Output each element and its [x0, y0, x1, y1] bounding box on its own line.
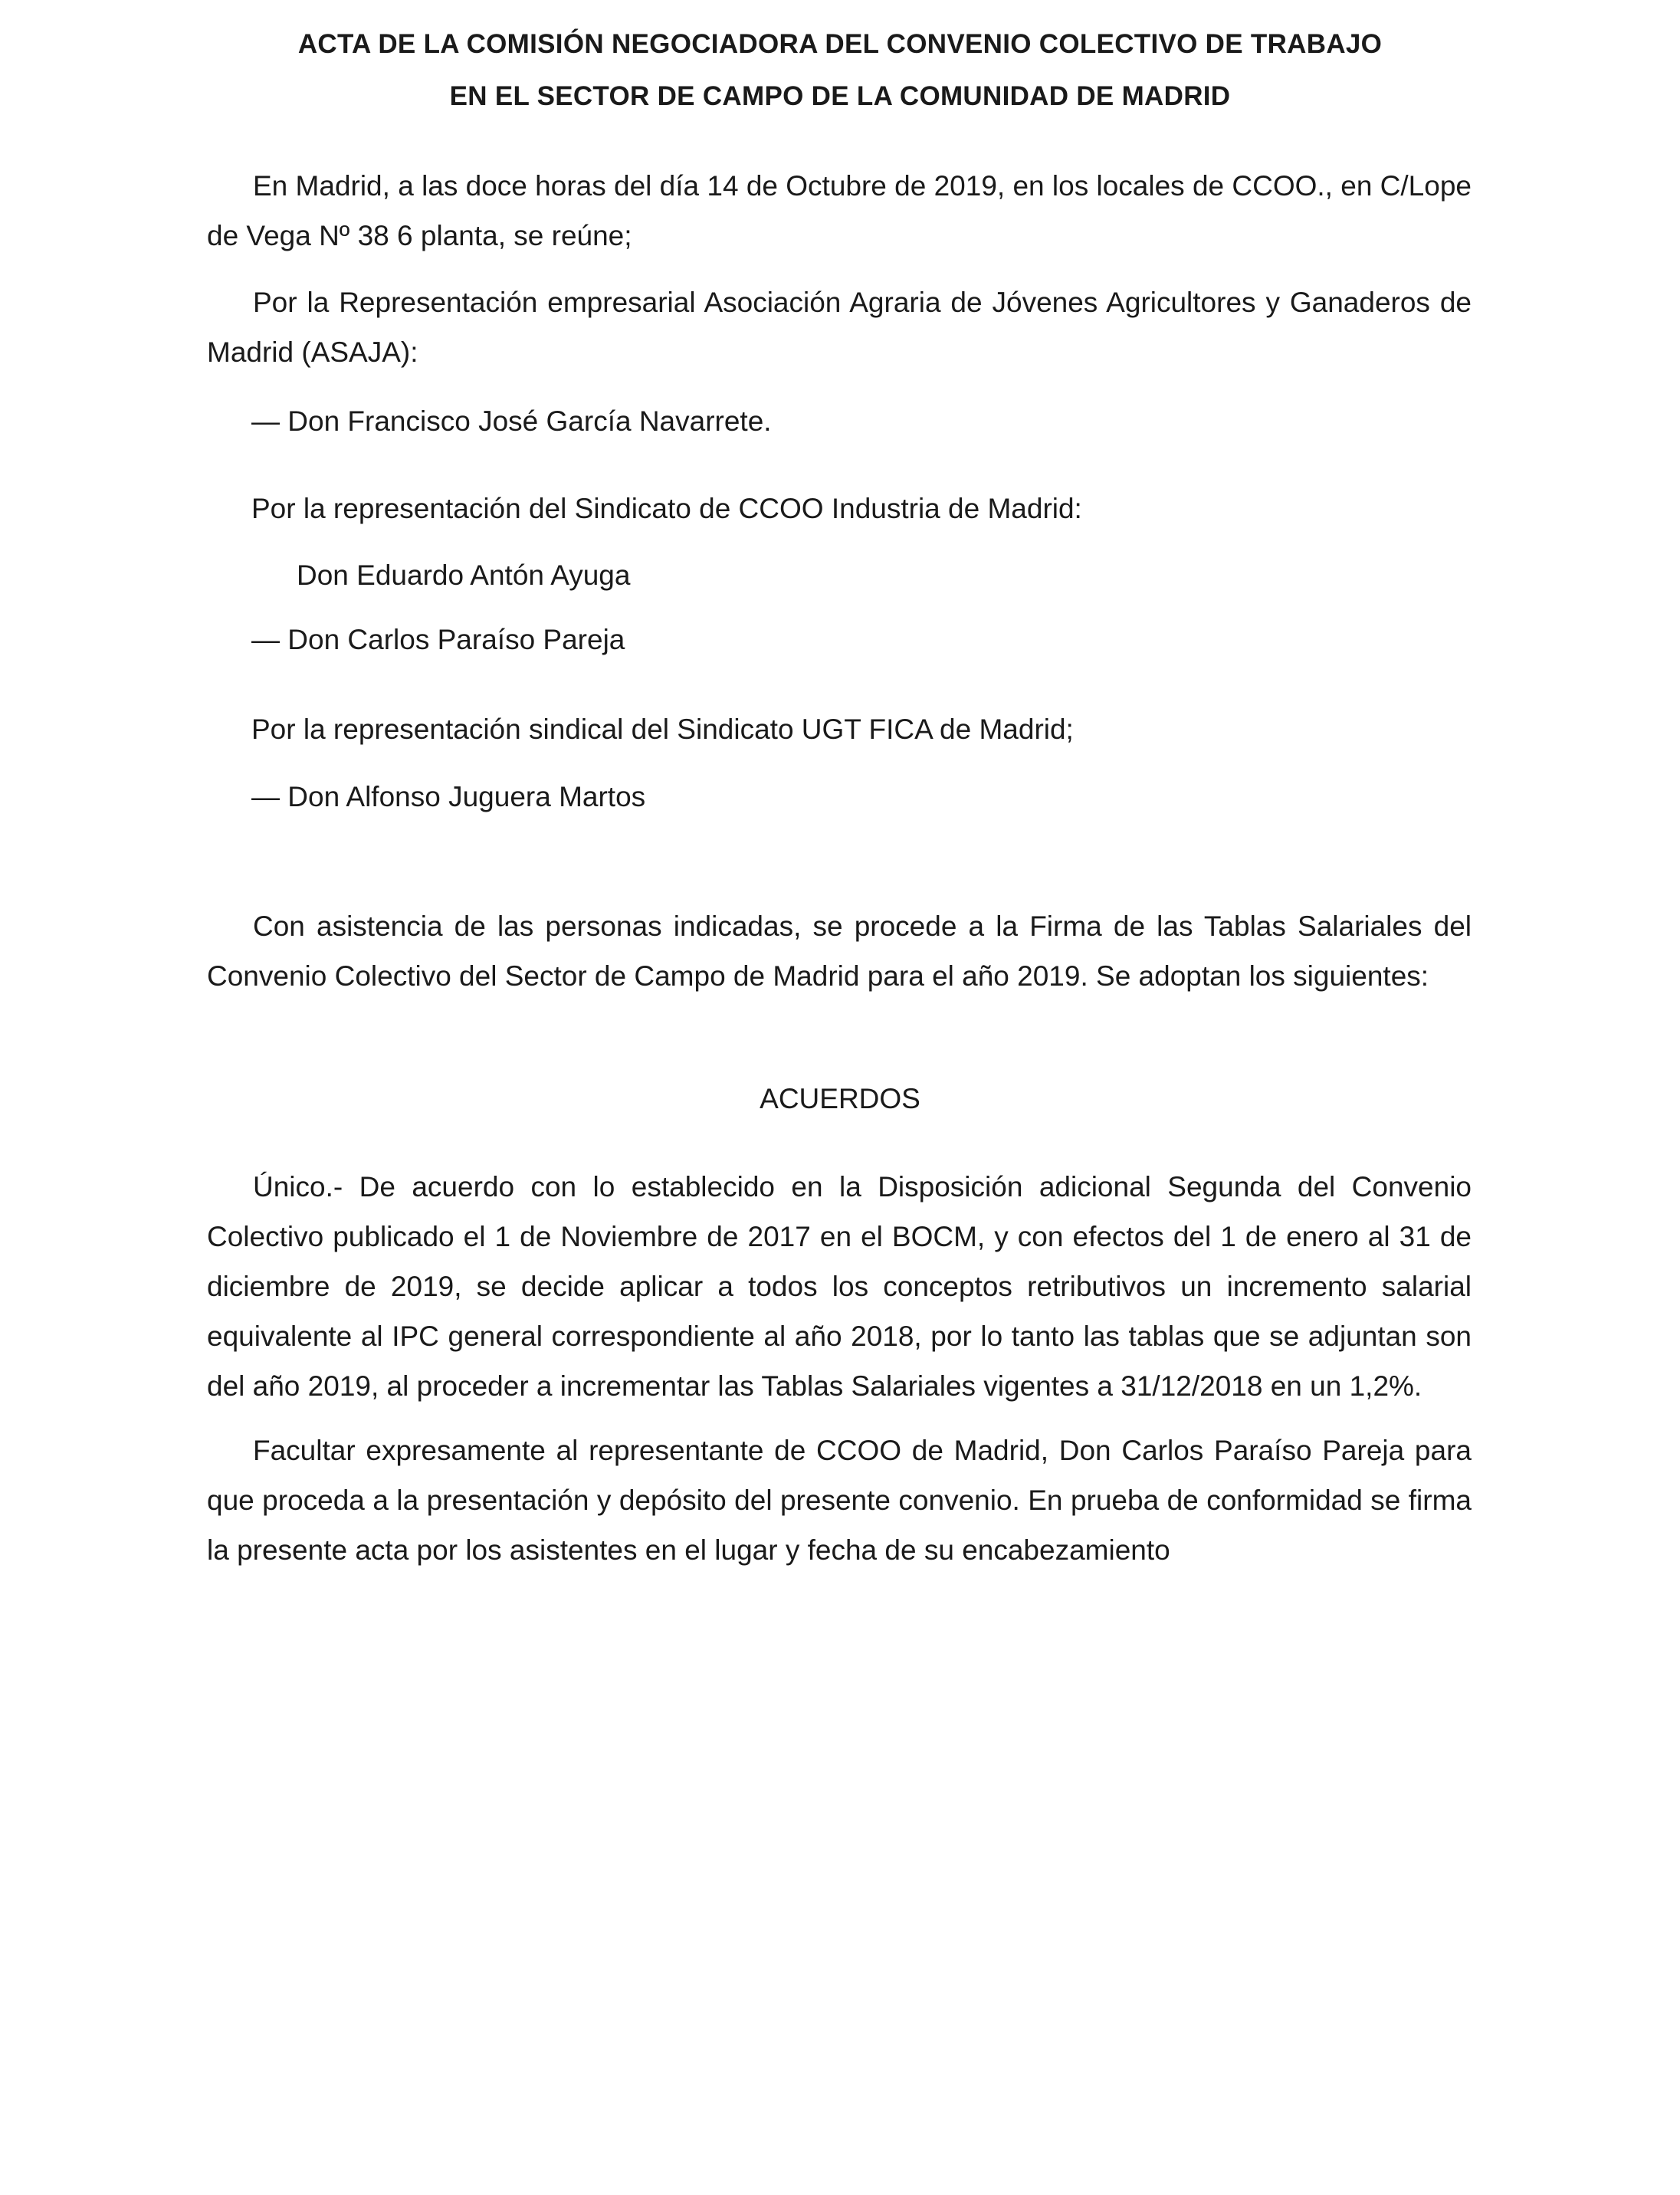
document-title-line-1: ACTA DE LA COMISIÓN NEGOCIADORA DEL CONVENIO COLECTIVO DE TRABAJO	[297, 29, 1383, 59]
employer-rep-heading: Por la Representación empresarial Asociación Agraria de Jóvenes Agricultores y Ganaderos de Madrid (ASAJA):	[207, 287, 1472, 368]
attendance-paragraph: Con asistencia de las personas indicadas, se procede a la Firma de las Tablas Salariales del Convenio Colectivo del Sector de Campo de Madrid para el año 2019. Se adoptan los siguientes:	[207, 910, 1472, 992]
authorization-paragraph: Facultar expresamente al representante de CCOO de Madrid, Don Carlos Paraíso Pareja para que proceda a la presentación y depósito del presente convenio. En prueba de conformidad se firma la presente acta por los asistentes en el lugar y fecha de su encabezamiento	[207, 1435, 1472, 1566]
intro-paragraph: En Madrid, a las doce horas del día 14 de Octubre de 2019, en los locales de CCOO., en C/Lope de Vega Nº 38 6 planta, se reúne;	[207, 170, 1472, 251]
agreement-unique-paragraph: Único.- De acuerdo con lo establecido en la Disposición adicional Segunda del Convenio Colectivo publicado el 1 de Noviembre de 2017 en el BOCM, y con efectos del 1 de enero al 31 de diciembre de 2019, se decide aplicar a todos los conceptos retributivos un incremento salarial equivalente al IPC general correspondiente al año 2018, por lo tanto las tablas que se adjuntan son del año 2019, al proceder a incrementar las Tablas Salariales vigentes a 31/12/2018 en un 1,2%.	[207, 1171, 1472, 1402]
ugt-rep-member: — Don Alfonso Juguera Martos	[251, 781, 646, 812]
ccoo-rep-member: — Don Carlos Paraíso Pareja	[251, 624, 625, 655]
document-title-line-2: EN EL SECTOR DE CAMPO DE LA COMUNIDAD DE MADRID	[449, 81, 1231, 111]
ccoo-rep-heading: Por la representación del Sindicato de CCOO Industria de Madrid:	[251, 493, 1082, 524]
ccoo-rep-member: Don Eduardo Antón Ayuga	[297, 559, 631, 591]
employer-rep-member: — Don Francisco José García Navarrete.	[251, 405, 772, 437]
ugt-rep-heading: Por la representación sindical del Sindicato UGT FICA de Madrid;	[251, 714, 1074, 745]
agreements-heading: ACUERDOS	[760, 1083, 920, 1114]
